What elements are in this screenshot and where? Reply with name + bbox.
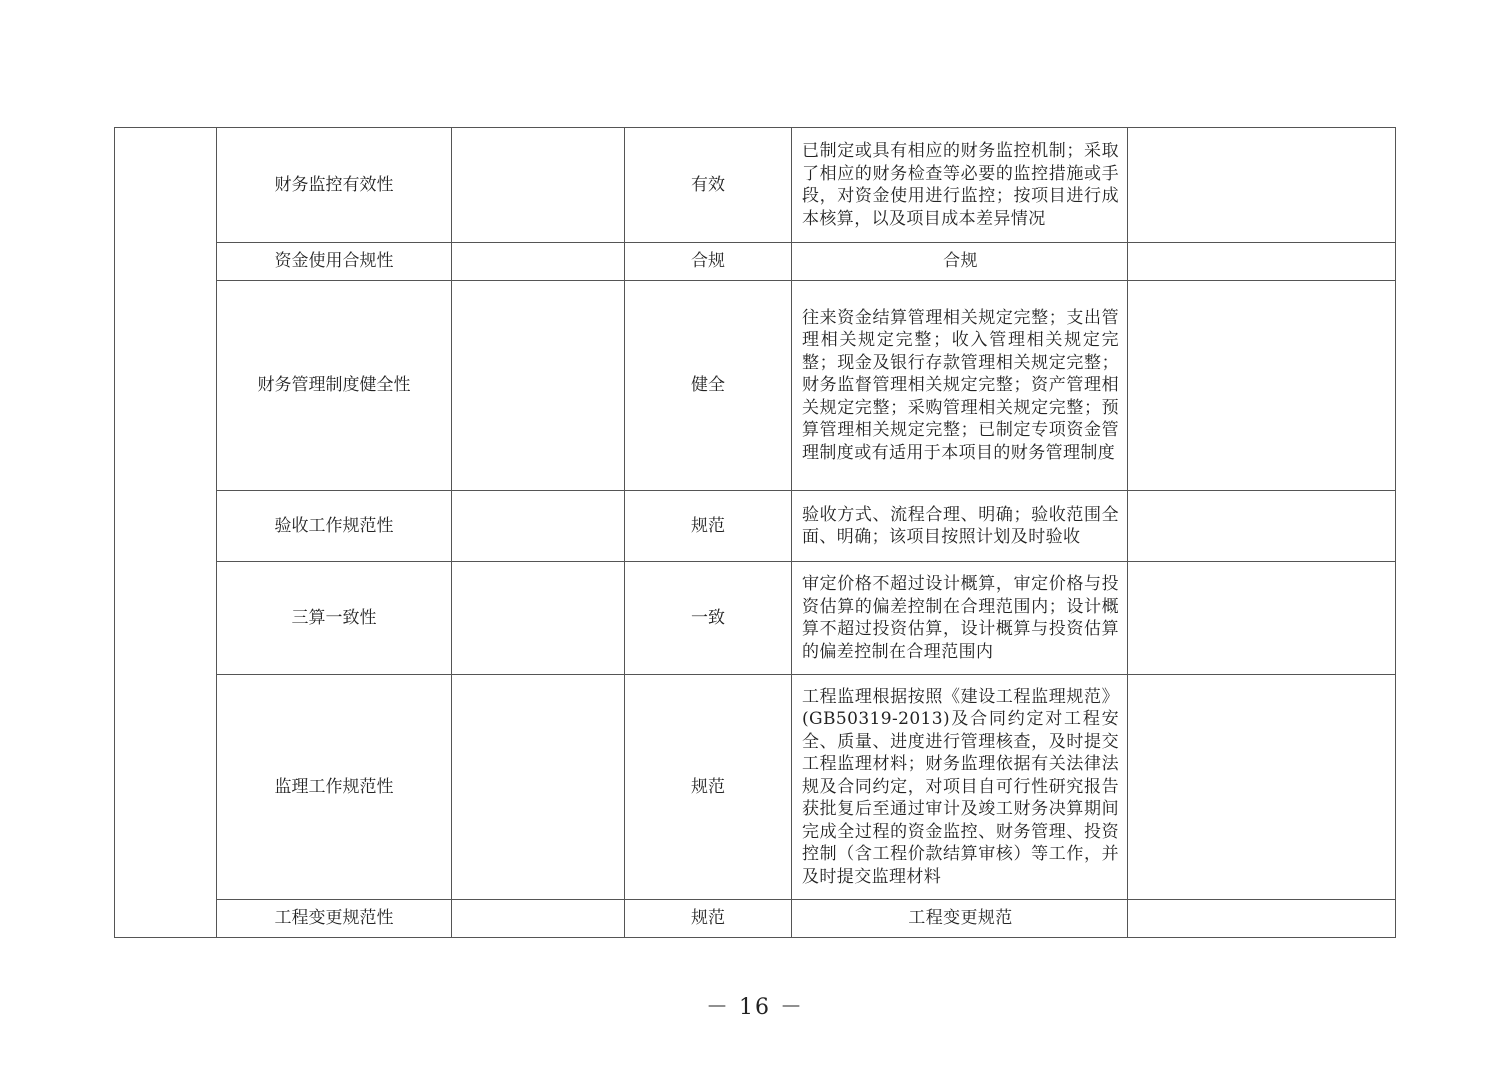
weight-cell <box>452 675 625 900</box>
description-cell: 合规 <box>792 243 1128 281</box>
weight-cell <box>452 900 625 938</box>
weight-cell <box>452 281 625 491</box>
indicator-cell: 资金使用合规性 <box>217 243 452 281</box>
description-cell: 验收方式、流程合理、明确；验收范围全面、明确；该项目按照计划及时验收 <box>792 491 1128 562</box>
standard-cell: 一致 <box>625 562 792 675</box>
evaluation-table <box>114 127 1396 938</box>
table-row <box>115 900 1396 938</box>
table-row <box>115 562 1396 675</box>
standard-cell: 规范 <box>625 491 792 562</box>
standard-cell: 规范 <box>625 900 792 938</box>
table-row <box>115 243 1396 281</box>
remark-cell <box>1128 675 1396 900</box>
standard-cell: 有效 <box>625 128 792 243</box>
indicator-cell: 三算一致性 <box>217 562 452 675</box>
weight-cell <box>452 491 625 562</box>
remark-cell <box>1128 900 1396 938</box>
indicator-cell: 工程变更规范性 <box>217 900 452 938</box>
standard-cell: 合规 <box>625 243 792 281</box>
indicator-cell: 财务管理制度健全性 <box>217 281 452 491</box>
remark-cell <box>1128 128 1396 243</box>
weight-cell <box>452 243 625 281</box>
indicator-cell: 验收工作规范性 <box>217 491 452 562</box>
weight-cell <box>452 128 625 243</box>
standard-cell: 健全 <box>625 281 792 491</box>
remark-cell <box>1128 281 1396 491</box>
page-number: － 16 － <box>706 995 804 1020</box>
remark-cell <box>1128 491 1396 562</box>
weight-cell <box>452 562 625 675</box>
description-cell: 工程变更规范 <box>792 900 1128 938</box>
standard-cell: 规范 <box>625 675 792 900</box>
remark-cell <box>1128 243 1396 281</box>
table-row <box>115 491 1396 562</box>
description-cell: 工程监理根据按照《建设工程监理规范》(GB50319-2013)及合同约定对工程安全、质量、进度进行管理核查，及时提交工程监理材料；财务监理依据有关法律法规及合同约定，对项目自可行性研究报告获批复后至通过审计及竣工财务决算期间完成全过程的资金监控、财务管理、投资控制（含工程价款结算审核）等工作，并及时提交监理材料 <box>792 675 1128 900</box>
remark-cell <box>1128 562 1396 675</box>
table-row <box>115 675 1396 900</box>
indicator-cell: 财务监控有效性 <box>217 128 452 243</box>
description-cell: 往来资金结算管理相关规定完整；支出管理相关规定完整；收入管理相关规定完整；现金及银行存款管理相关规定完整；财务监督管理相关规定完整；资产管理相关规定完整；采购管理相关规定完整；预算管理相关规定完整；已制定专项资金管理制度或有适用于本项目的财务管理制度 <box>792 281 1128 491</box>
description-cell: 已制定或具有相应的财务监控机制；采取了相应的财务检查等必要的监控措施或手段，对资金使用进行监控；按项目进行成本核算，以及项目成本差异情况 <box>792 128 1128 243</box>
description-cell: 审定价格不超过设计概算，审定价格与投资估算的偏差控制在合理范围内；设计概算不超过投资估算，设计概算与投资估算的偏差控制在合理范围内 <box>792 562 1128 675</box>
table-row <box>115 281 1396 491</box>
category-cell <box>115 128 217 938</box>
table-row <box>115 128 1396 243</box>
indicator-cell: 监理工作规范性 <box>217 675 452 900</box>
